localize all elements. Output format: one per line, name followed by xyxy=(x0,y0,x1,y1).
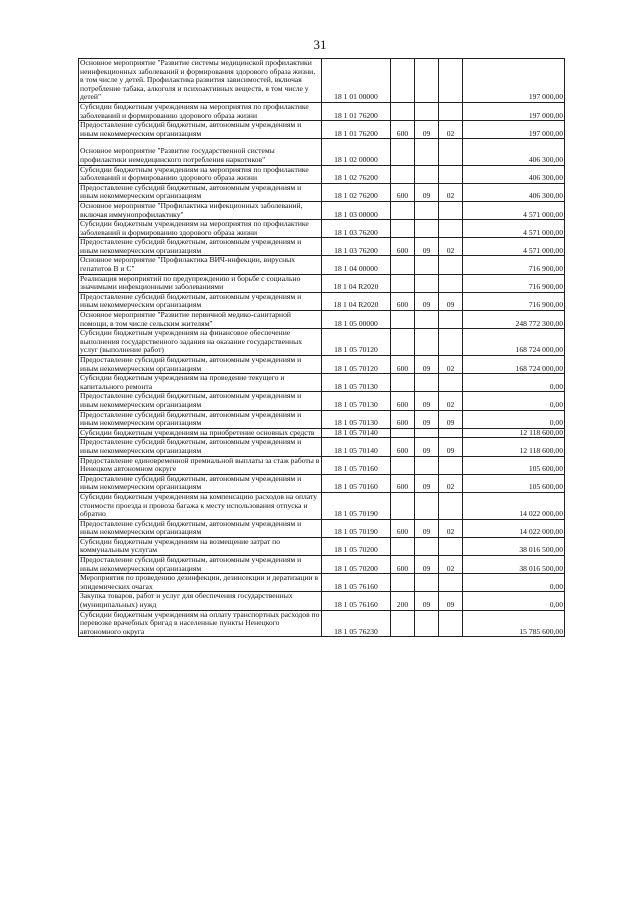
row-section-cell xyxy=(415,374,439,392)
row-subsection-cell xyxy=(439,201,463,219)
row-name-cell: Основное мероприятие "Профилактика инфекционных заболеваний, включая иммунопрофилактику" xyxy=(79,201,322,219)
table-row xyxy=(79,311,565,329)
row-name-cell: Основное мероприятие "Развитие системы медицинской профилактики неинфекционных заболеваний и формирования здорового образа жизни, в том числе у детей. Профилактика развития зависимостей, включая потребление табака, алкоголя и психоактивных веществ, в том числе у детей" xyxy=(79,59,322,103)
row-section-cell: 09 xyxy=(415,392,439,410)
row-name-cell: Закупка товаров, работ и услуг для обеспечения государственных (муниципальных) нужд xyxy=(79,592,322,610)
row-expense-type-cell: 600 xyxy=(391,238,415,256)
table-row xyxy=(79,165,565,183)
row-amount-cell: 197 000,00 xyxy=(463,121,565,139)
row-code-cell: 18 1 05 70130 xyxy=(322,374,391,392)
row-name-cell: Субсидии бюджетным учреждениям на мероприятия по профилактике заболеваний и формированию здорового образа жизни xyxy=(79,220,322,238)
row-subsection-cell xyxy=(439,492,463,519)
row-expense-type-cell: 600 xyxy=(391,474,415,492)
table-row xyxy=(79,438,565,456)
row-section-cell xyxy=(415,139,439,165)
table-row xyxy=(79,519,565,537)
row-code-cell: 18 1 05 70200 xyxy=(322,537,391,555)
row-name-cell: Субсидии бюджетным учреждениям на компенсацию расходов на оплату стоимости проезда и провоза багажа к месту использования отпуска и обратно xyxy=(79,492,322,519)
row-section-cell: 09 xyxy=(415,592,439,610)
table-row xyxy=(79,220,565,238)
row-subsection-cell: 09 xyxy=(439,410,463,428)
row-amount-cell: 716 900,00 xyxy=(463,292,565,310)
row-name-cell: Предоставление субсидий бюджетным, автономным учреждениям и иным некоммерческим организациям xyxy=(79,292,322,310)
row-expense-type-cell xyxy=(391,165,415,183)
row-section-cell xyxy=(415,537,439,555)
row-subsection-cell: 02 xyxy=(439,356,463,374)
table-row xyxy=(79,537,565,555)
table-row xyxy=(79,201,565,219)
row-amount-cell: 406 300,00 xyxy=(463,183,565,201)
row-expense-type-cell xyxy=(391,428,415,438)
row-section-cell xyxy=(415,456,439,474)
row-expense-type-cell xyxy=(391,492,415,519)
row-code-cell: 18 1 05 70140 xyxy=(322,428,391,438)
row-section-cell: 09 xyxy=(415,121,439,139)
table-row xyxy=(79,292,565,310)
row-subsection-cell xyxy=(439,428,463,438)
row-expense-type-cell: 600 xyxy=(391,292,415,310)
row-amount-cell: 406 300,00 xyxy=(463,165,565,183)
table-row xyxy=(79,274,565,292)
row-code-cell: 18 1 04 00000 xyxy=(322,256,391,274)
row-subsection-cell xyxy=(439,256,463,274)
row-expense-type-cell: 600 xyxy=(391,392,415,410)
budget-table xyxy=(78,58,565,637)
row-section-cell xyxy=(415,165,439,183)
row-amount-cell: 0,00 xyxy=(463,374,565,392)
row-amount-cell: 38 016 500,00 xyxy=(463,537,565,555)
row-name-cell: Субсидии бюджетным учреждениям на оплату транспортных расходов по перевозке врачебных бригад в населенные пункты Ненецкого автономного округа xyxy=(79,610,322,637)
row-name-cell: Субсидии бюджетным учреждениям на проведение текущего и капитального ремонта xyxy=(79,374,322,392)
row-amount-cell: 0,00 xyxy=(463,410,565,428)
row-section-cell: 09 xyxy=(415,438,439,456)
table-row xyxy=(79,556,565,574)
row-expense-type-cell xyxy=(391,456,415,474)
row-code-cell: 18 1 01 00000 xyxy=(322,59,391,103)
row-code-cell: 18 1 04 R2020 xyxy=(322,274,391,292)
row-amount-cell: 0,00 xyxy=(463,392,565,410)
row-amount-cell: 0,00 xyxy=(463,574,565,592)
row-name-cell: Субсидии бюджетным учреждениям на приобретение основных средств xyxy=(79,428,322,438)
table-row xyxy=(79,59,565,103)
row-code-cell: 18 1 05 70160 xyxy=(322,474,391,492)
row-subsection-cell xyxy=(439,329,463,356)
row-expense-type-cell: 200 xyxy=(391,592,415,610)
row-expense-type-cell xyxy=(391,537,415,555)
table-row xyxy=(79,374,565,392)
row-amount-cell: 12 118 600,00 xyxy=(463,428,565,438)
table-row xyxy=(79,410,565,428)
row-amount-cell: 12 118 600,00 xyxy=(463,438,565,456)
row-expense-type-cell xyxy=(391,220,415,238)
row-code-cell: 18 1 01 76200 xyxy=(322,121,391,139)
row-subsection-cell xyxy=(439,139,463,165)
row-name-cell: Основное мероприятие "Профилактика ВИЧ-инфекции, вирусных гепатитов В и С" xyxy=(79,256,322,274)
row-section-cell xyxy=(415,492,439,519)
row-code-cell: 18 1 05 70120 xyxy=(322,329,391,356)
row-section-cell xyxy=(415,274,439,292)
row-name-cell: Предоставление субсидий бюджетным, автономным учреждениям и иным некоммерческим организациям xyxy=(79,438,322,456)
row-name-cell: Предоставление субсидий бюджетным, автономным учреждениям и иным некоммерческим организациям xyxy=(79,474,322,492)
table-row xyxy=(79,392,565,410)
row-name-cell: Предоставление субсидий бюджетным, автономным учреждениям и иным некоммерческим организациям xyxy=(79,356,322,374)
row-code-cell: 18 1 01 76200 xyxy=(322,102,391,120)
table-row xyxy=(79,456,565,474)
table-row xyxy=(79,256,565,274)
row-subsection-cell: 02 xyxy=(439,392,463,410)
row-amount-cell: 105 600,00 xyxy=(463,474,565,492)
table-row xyxy=(79,183,565,201)
row-section-cell xyxy=(415,220,439,238)
row-expense-type-cell xyxy=(391,610,415,637)
row-expense-type-cell: 600 xyxy=(391,121,415,139)
row-code-cell: 18 1 03 00000 xyxy=(322,201,391,219)
row-section-cell xyxy=(415,59,439,103)
row-section-cell: 09 xyxy=(415,183,439,201)
row-subsection-cell: 02 xyxy=(439,556,463,574)
row-subsection-cell: 02 xyxy=(439,474,463,492)
row-section-cell xyxy=(415,610,439,637)
row-section-cell xyxy=(415,102,439,120)
row-name-cell: Предоставление единовременной премиальной выплаты за стаж работы в Ненецком автономном округе xyxy=(79,456,322,474)
row-expense-type-cell xyxy=(391,59,415,103)
row-subsection-cell xyxy=(439,274,463,292)
row-name-cell: Предоставление субсидий бюджетным, автономным учреждениям и иным некоммерческим организациям xyxy=(79,519,322,537)
row-name-cell: Субсидии бюджетным учреждениям на финансовое обеспечение выполнения государственного задания на оказание государственных услуг (выполнение работ) xyxy=(79,329,322,356)
row-subsection-cell: 02 xyxy=(439,121,463,139)
row-section-cell xyxy=(415,329,439,356)
row-amount-cell: 4 571 000,00 xyxy=(463,238,565,256)
row-code-cell: 18 1 05 70160 xyxy=(322,456,391,474)
row-code-cell: 18 1 05 70120 xyxy=(322,356,391,374)
row-subsection-cell xyxy=(439,610,463,637)
table-row xyxy=(79,139,565,165)
row-expense-type-cell: 600 xyxy=(391,356,415,374)
row-name-cell: Предоставление субсидий бюджетным, автономным учреждениям и иным некоммерческим организациям xyxy=(79,121,322,139)
row-code-cell: 18 1 02 00000 xyxy=(322,139,391,165)
row-amount-cell: 4 571 000,00 xyxy=(463,201,565,219)
row-section-cell xyxy=(415,311,439,329)
row-section-cell: 09 xyxy=(415,410,439,428)
row-section-cell: 09 xyxy=(415,356,439,374)
row-code-cell: 18 1 05 70190 xyxy=(322,519,391,537)
row-section-cell xyxy=(415,201,439,219)
row-code-cell: 18 1 05 76230 xyxy=(322,610,391,637)
row-section-cell: 09 xyxy=(415,292,439,310)
row-name-cell: Субсидии бюджетным учреждениям на возмещение затрат по коммунальным услугам xyxy=(79,537,322,555)
row-expense-type-cell xyxy=(391,201,415,219)
row-amount-cell: 38 016 500,00 xyxy=(463,556,565,574)
row-expense-type-cell: 600 xyxy=(391,410,415,428)
row-expense-type-cell xyxy=(391,374,415,392)
row-name-cell: Предоставление субсидий бюджетным, автономным учреждениям и иным некоммерческим организациям xyxy=(79,183,322,201)
row-code-cell: 18 1 05 70190 xyxy=(322,492,391,519)
row-name-cell: Предоставление субсидий бюджетным, автономным учреждениям и иным некоммерческим организациям xyxy=(79,410,322,428)
row-amount-cell: 248 772 300,00 xyxy=(463,311,565,329)
row-amount-cell: 14 022 000,00 xyxy=(463,492,565,519)
row-section-cell xyxy=(415,256,439,274)
row-subsection-cell: 02 xyxy=(439,183,463,201)
row-subsection-cell: 02 xyxy=(439,238,463,256)
row-section-cell: 09 xyxy=(415,556,439,574)
row-code-cell: 18 1 02 76200 xyxy=(322,165,391,183)
table-row xyxy=(79,610,565,637)
row-code-cell: 18 1 03 76200 xyxy=(322,238,391,256)
row-section-cell: 09 xyxy=(415,519,439,537)
row-code-cell: 18 1 05 76160 xyxy=(322,574,391,592)
row-code-cell: 18 1 04 R2020 xyxy=(322,292,391,310)
row-code-cell: 18 1 02 76200 xyxy=(322,183,391,201)
budget-table-body xyxy=(79,59,565,637)
row-subsection-cell xyxy=(439,102,463,120)
row-expense-type-cell xyxy=(391,139,415,165)
row-code-cell: 18 1 05 70200 xyxy=(322,556,391,574)
row-name-cell: Реализация мероприятий по предупреждению и борьбе с социально значимыми инфекционными заболеваниями xyxy=(79,274,322,292)
row-code-cell: 18 1 05 70130 xyxy=(322,392,391,410)
row-amount-cell: 168 724 000,00 xyxy=(463,356,565,374)
row-subsection-cell: 09 xyxy=(439,438,463,456)
row-subsection-cell xyxy=(439,574,463,592)
row-amount-cell: 4 571 000,00 xyxy=(463,220,565,238)
row-name-cell: Мероприятия по проведению дезинфекции, дезинсекции и дератизации в эпидемических очагах xyxy=(79,574,322,592)
row-amount-cell: 716 900,00 xyxy=(463,274,565,292)
row-code-cell: 18 1 05 70140 xyxy=(322,438,391,456)
row-name-cell: Предоставление субсидий бюджетным, автономным учреждениям и иным некоммерческим организациям xyxy=(79,238,322,256)
row-section-cell: 09 xyxy=(415,238,439,256)
row-name-cell: Основное мероприятие "Развитие первичной медико-санитарной помощи, в том числе сельским жителям" xyxy=(79,311,322,329)
row-code-cell: 18 1 05 00000 xyxy=(322,311,391,329)
row-expense-type-cell: 600 xyxy=(391,556,415,574)
row-expense-type-cell: 600 xyxy=(391,438,415,456)
table-row xyxy=(79,592,565,610)
table-row xyxy=(79,492,565,519)
row-amount-cell: 0,00 xyxy=(463,592,565,610)
table-row xyxy=(79,574,565,592)
row-amount-cell: 14 022 000,00 xyxy=(463,519,565,537)
table-row xyxy=(79,238,565,256)
row-code-cell: 18 1 05 76160 xyxy=(322,592,391,610)
row-expense-type-cell: 600 xyxy=(391,519,415,537)
row-expense-type-cell xyxy=(391,102,415,120)
table-row xyxy=(79,428,565,438)
row-subsection-cell xyxy=(439,537,463,555)
row-expense-type-cell xyxy=(391,274,415,292)
table-row xyxy=(79,356,565,374)
row-code-cell: 18 1 05 70130 xyxy=(322,410,391,428)
row-name-cell: Предоставление субсидий бюджетным, автономным учреждениям и иным некоммерческим организациям xyxy=(79,392,322,410)
row-amount-cell: 716 900,00 xyxy=(463,256,565,274)
row-subsection-cell xyxy=(439,220,463,238)
row-subsection-cell xyxy=(439,165,463,183)
row-section-cell xyxy=(415,574,439,592)
row-amount-cell: 15 785 600,00 xyxy=(463,610,565,637)
row-section-cell xyxy=(415,428,439,438)
row-amount-cell: 406 300,00 xyxy=(463,139,565,165)
row-amount-cell: 197 000,00 xyxy=(463,102,565,120)
row-subsection-cell: 09 xyxy=(439,292,463,310)
row-name-cell: Субсидии бюджетным учреждениям на мероприятия по профилактике заболеваний и формированию здорового образа жизни xyxy=(79,102,322,120)
table-row xyxy=(79,474,565,492)
row-section-cell: 09 xyxy=(415,474,439,492)
row-subsection-cell: 02 xyxy=(439,519,463,537)
row-expense-type-cell: 600 xyxy=(391,183,415,201)
row-subsection-cell xyxy=(439,311,463,329)
table-row xyxy=(79,329,565,356)
table-row xyxy=(79,121,565,139)
row-amount-cell: 197 000,00 xyxy=(463,59,565,103)
row-subsection-cell xyxy=(439,374,463,392)
row-subsection-cell xyxy=(439,59,463,103)
row-name-cell: Предоставление субсидий бюджетным, автономным учреждениям и иным некоммерческим организациям xyxy=(79,556,322,574)
row-amount-cell: 105 600,00 xyxy=(463,456,565,474)
page-number: 31 xyxy=(313,37,327,52)
row-expense-type-cell xyxy=(391,256,415,274)
row-expense-type-cell xyxy=(391,574,415,592)
row-expense-type-cell xyxy=(391,311,415,329)
row-amount-cell: 168 724 000,00 xyxy=(463,329,565,356)
row-name-cell: Основное мероприятие "Развитие государственной системы профилактики немедицинского потребления наркотиков" xyxy=(79,139,322,165)
row-subsection-cell xyxy=(439,456,463,474)
row-expense-type-cell xyxy=(391,329,415,356)
row-name-cell: Субсидии бюджетным учреждениям на мероприятия по профилактике заболеваний и формированию здорового образа жизни xyxy=(79,165,322,183)
table-row xyxy=(79,102,565,120)
row-subsection-cell: 09 xyxy=(439,592,463,610)
row-code-cell: 18 1 03 76200 xyxy=(322,220,391,238)
